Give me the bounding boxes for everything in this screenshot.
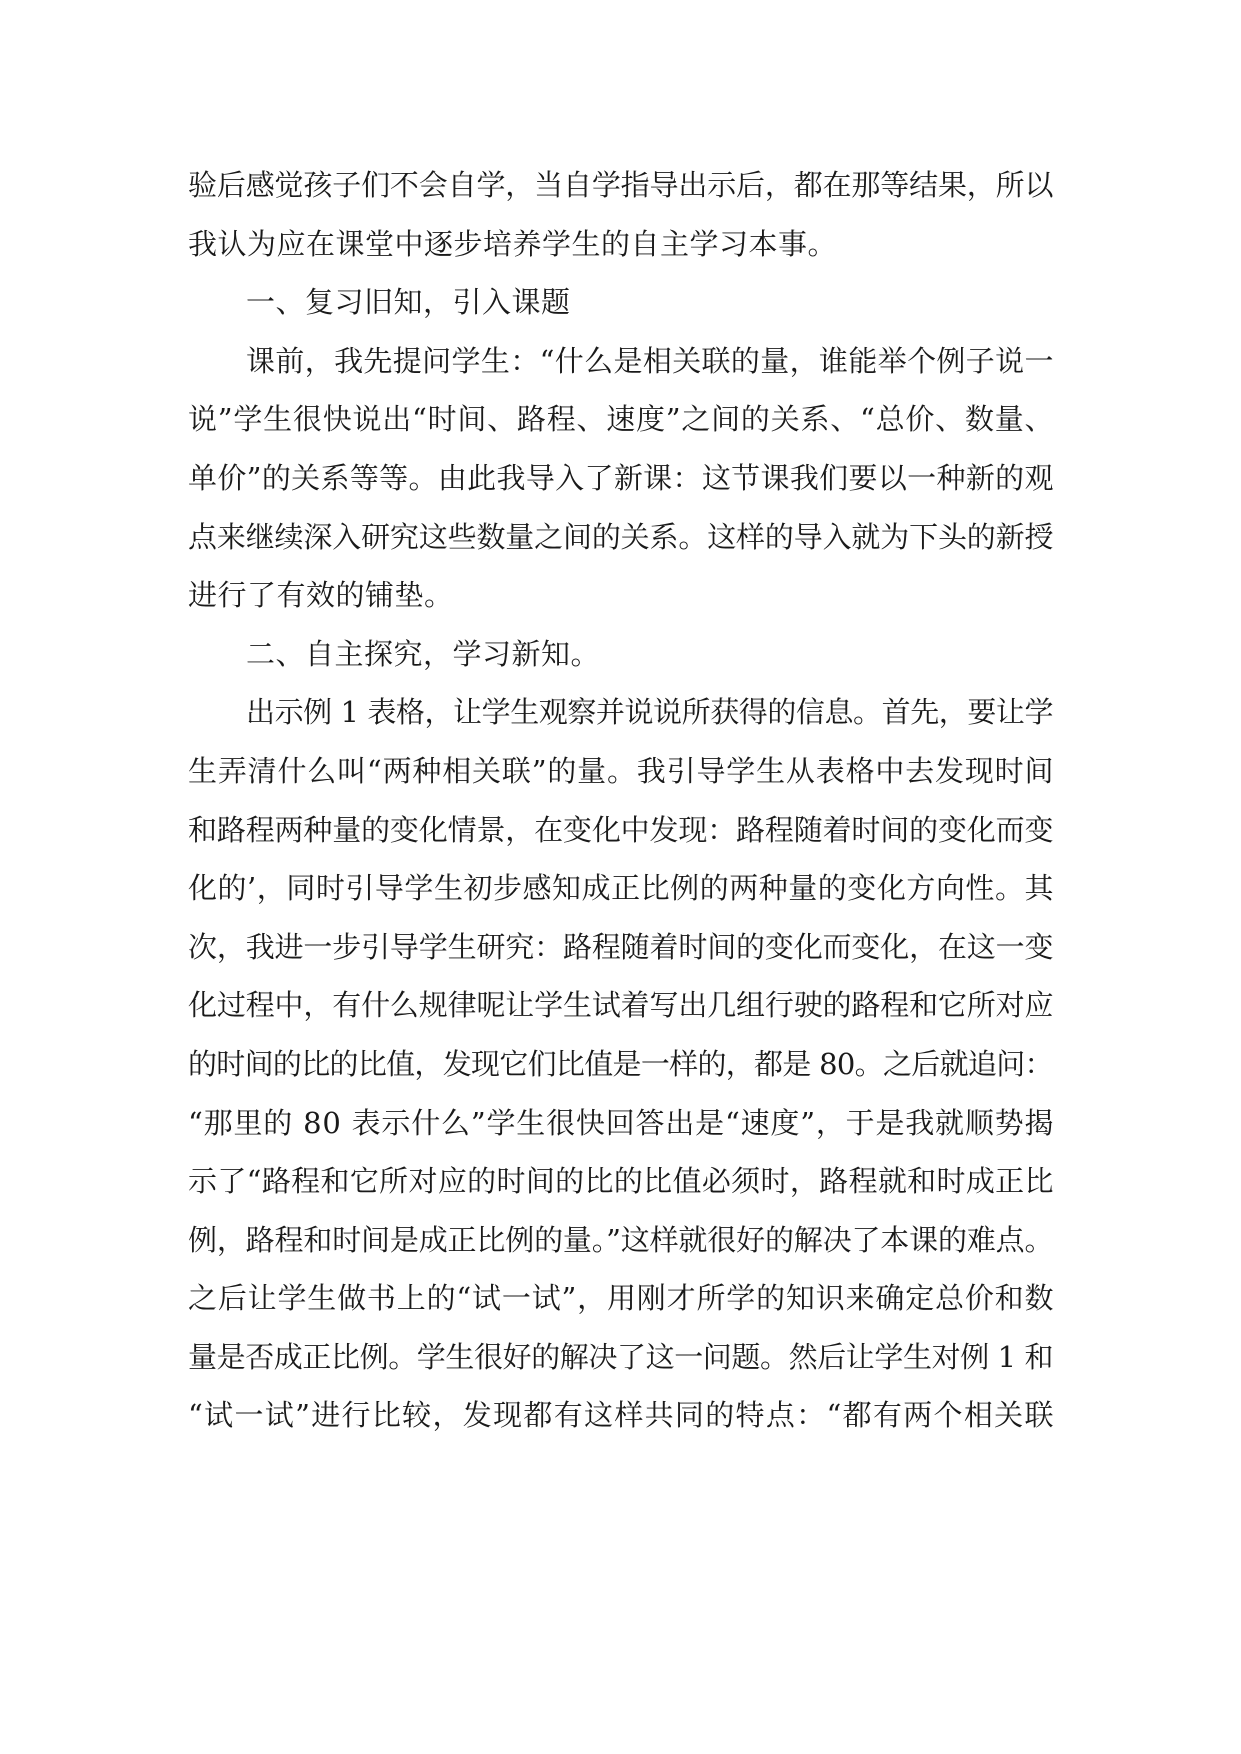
text-line: 说”学生很快说出“时间、路程、速度”之间的关系、“总价、数量、 (188, 402, 1055, 437)
text-line: 化过程中，有什么规律呢让学生试着写出几组行驶的路程和它所对应 (188, 988, 1054, 1023)
text-line: “那里的 80 表示什么”学生很快回答出是“速度”，于是我就顺势揭 (188, 1105, 1055, 1140)
text-line: 验后感觉孩子们不会自学，当自学指导出示后，都在那等结果，所以 (188, 168, 1054, 202)
text-line: 一、复习旧知，引入课题 (246, 285, 571, 320)
body-text (188, 156, 1054, 1445)
text-line: 和路程两种量的变化情景，在变化中发现：路程随着时间的变化而变 (188, 812, 1054, 847)
text-line: 量是否成正比例。学生很好的解决了这一问题。然后让学生对例 1 和 (188, 1339, 1054, 1374)
text-line: 课前，我先提问学生：“什么是相关联的量，谁能举个例子说一 (246, 343, 1054, 378)
text-line: 出示例 1 表格，让学生观察并说说所获得的信息。首先，要让学 (246, 695, 1054, 730)
text-line: 单价”的关系等等。由此我导入了新课：这节课我们要以一种新的观 (188, 460, 1054, 495)
text-line: “试一试”进行比较，发现都有这样共同的特点：“都有两个相关联 (188, 1398, 1055, 1433)
text-line: 点来继续深入研究这些数量之间的关系。这样的导入就为下头的新授 (188, 519, 1054, 554)
text-line: 二、自主探究，学习新知。 (246, 636, 601, 671)
text-line: 进行了有效的铺垫。 (188, 578, 454, 613)
text-line: 之后让学生做书上的“试一试”，用刚才所学的知识来确定总价和数 (188, 1281, 1055, 1316)
text-line: 化的’，同时引导学生初步感知成正比例的两种量的变化方向性。其 (188, 871, 1055, 906)
text-line: 示了“路程和它所对应的时间的比的比值必须时，路程就和时成正比 (188, 1164, 1054, 1199)
text-line: 例，路程和时间是成正比例的量。”这样就很好的解决了本课的难点。 (188, 1222, 1054, 1257)
text-line: 生弄清什么叫“两种相关联”的量。我引导学生从表格中去发现时间 (188, 753, 1055, 788)
text-line: 我认为应在课堂中逐步培养学生的自主学习本事。 (188, 226, 838, 261)
text-line: 的时间的比的比值，发现它们比值是一样的，都是 80。之后就追问： (188, 1046, 1053, 1081)
text-line: 次，我进一步引导学生研究：路程随着时间的变化而变化，在这一变 (188, 929, 1054, 964)
